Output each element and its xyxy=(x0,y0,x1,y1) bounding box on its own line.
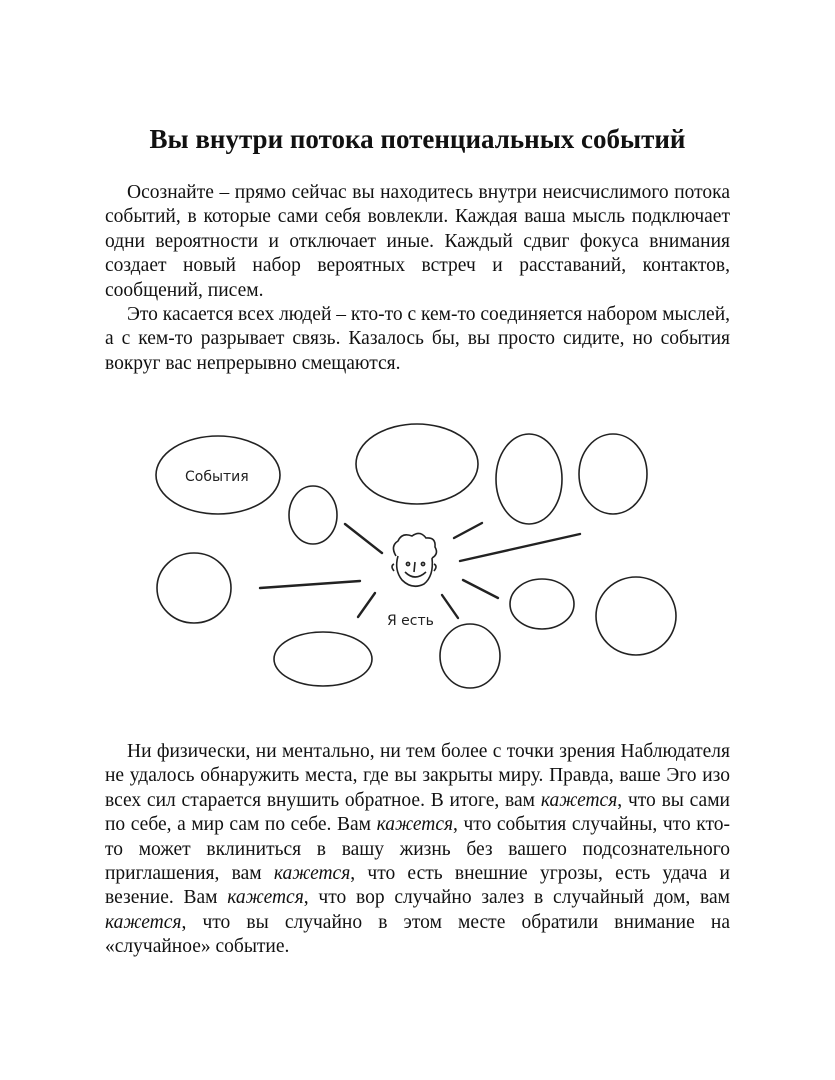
connection-line xyxy=(345,524,382,553)
event-ellipse xyxy=(596,577,676,655)
text-segment: , что вор случайно залез в случайный дом, вам xyxy=(303,887,730,909)
event-ellipse xyxy=(510,579,574,629)
text-segment: Ни физически, ни ментально, ни тем более с точки зрения Наблюдателя не удалось обнаружить места, где вы закрыты миру. Правда, ваше Эго изо всех сил старается внушить обратное. В итоге, вам xyxy=(105,741,730,811)
page-title: Вы внутри потока потенциальных событий xyxy=(149,124,686,154)
emphasis: кажется xyxy=(273,863,351,885)
text-segment: , что события случайны, что кто-то может вклиниться в вашу жизнь без вашего подсознательного приглашения, вам xyxy=(105,814,730,885)
emphasis: кажется xyxy=(105,911,182,933)
connection-line xyxy=(358,593,375,617)
paragraph-3 xyxy=(105,740,730,960)
event-ellipse xyxy=(496,434,562,524)
connection-line xyxy=(442,595,458,618)
connection-line xyxy=(454,523,482,538)
emphasis: кажется xyxy=(376,814,454,836)
event-ellipse xyxy=(440,624,500,688)
text-segment: , что вы случайно в этом месте обратили внимание на «случайное» событие. xyxy=(105,911,730,958)
paragraph-2: Это касается всех людей – кто-то с кем-то соединяется набором мыслей, а с кем-то разрывает связь. Казалось бы, вы просто сидите, но события вокруг вас непрерывно смещаются. xyxy=(105,304,731,374)
main-text xyxy=(105,740,730,960)
event-ellipse xyxy=(356,424,478,504)
paragraph-1: Осознайте – прямо сейчас вы находитесь внутри неисчислимого потока событий, в которые сами себя вовлекли. Каждая ваша мысль подключает одни вероятности и отключает иные. Каждый сдвиг фокуса внимания создает новый набор вероятных встреч и расставаний, контактов, сообщений, писем. xyxy=(105,182,730,301)
self-label: Я есть xyxy=(387,613,434,629)
event-ellipse xyxy=(579,434,647,514)
event-ellipse xyxy=(274,632,372,686)
connection-line xyxy=(260,581,360,588)
intro-text xyxy=(105,181,730,376)
emphasis: кажется xyxy=(227,887,304,909)
face-icon xyxy=(392,533,436,586)
emphasis: кажется xyxy=(540,789,618,811)
text-segment: , что есть внешние угрозы, есть удача и везение. Вам xyxy=(105,863,730,909)
text-segment: , что вы сами по себе, а мир сам по себе. Вам xyxy=(105,789,730,836)
events-diagram-svg xyxy=(140,420,700,710)
event-ellipse xyxy=(289,486,337,544)
events-label: События xyxy=(185,469,249,485)
connection-line xyxy=(460,534,580,561)
connection-line xyxy=(463,580,498,598)
event-ellipse xyxy=(157,553,231,623)
events-diagram xyxy=(140,420,700,710)
